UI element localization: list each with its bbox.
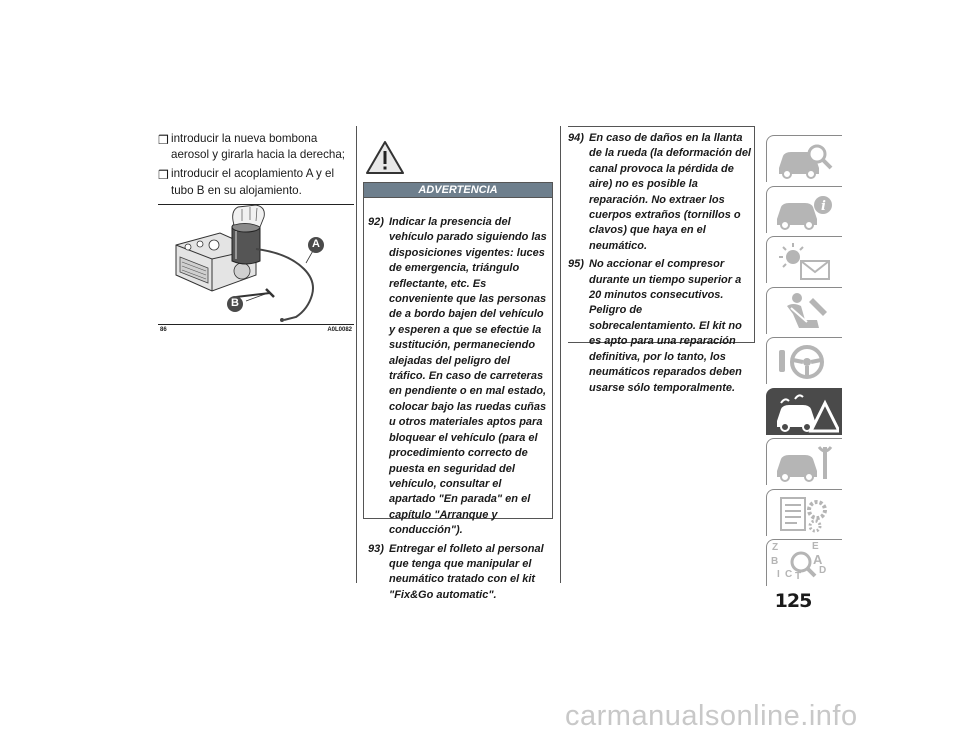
car-wrench-icon: [773, 443, 835, 483]
warning-item-text: Indicar la presencia del vehículo parado siguiendo las disposiciones vigentes: luces de emergencia, triángulo reflectante, etc. Es conveniente que las personas de a bordo bajen del vehículo y esperen a que se efectúe la sustitución, permaneciendo alejadas del peligro del tráfico. En caso de carreteras en pendiente o en mal estado, colocar bajo las ruedas cuñas u otros materiales aptos para bloquear el vehículo (para el procedimiento correcto de puesta en seguridad del vehículo, consultar el apartado "En parada" en el capítulo "Arranque y conducción").: [389, 216, 547, 537]
page-number: 125: [774, 590, 812, 612]
seat-airbag-icon: [773, 292, 835, 332]
index-letter: I: [777, 569, 780, 580]
checkbox-bullet-icon: ❒: [158, 168, 169, 183]
tab-technical-data[interactable]: [766, 489, 842, 536]
watermark: carmanualsonline.info: [565, 700, 858, 732]
tab-warning-lights[interactable]: [766, 236, 842, 283]
warning-item-text: Entregar el folleto al personal que tenga que manipular el neumático tratado con el kit "Fix&Go automatic".: [389, 542, 544, 601]
figure-code: A0L0082: [327, 327, 352, 333]
warning-triangle-icon: [365, 140, 405, 176]
compressor-illustration: [158, 205, 354, 323]
note-item: [568, 257, 752, 396]
note-item-number: 94): [568, 132, 584, 144]
note-item-number: 95): [568, 258, 584, 271]
tab-in-an-emergency[interactable]: [766, 388, 842, 435]
index-letter: Z: [772, 542, 779, 553]
car-magnifier-icon: [773, 140, 835, 180]
car-breakdown-warning-icon: [773, 393, 839, 435]
alphabetical-index-icon: [773, 544, 835, 584]
document-gear-icon: [773, 494, 835, 534]
warning-item-number: 92): [368, 216, 384, 228]
warning-item-number: 93): [368, 542, 384, 555]
callout-a-label: A: [312, 238, 320, 250]
index-letter: C: [785, 569, 793, 580]
warning-light-message-icon: [773, 241, 835, 281]
car-info-icon: [773, 191, 835, 231]
chapter-tabs: [766, 135, 841, 590]
tab-starting-driving[interactable]: [766, 337, 842, 384]
warning-box: [363, 182, 553, 601]
svg-text:i: i: [821, 198, 826, 214]
instruction-list: [158, 131, 353, 202]
tab-safety[interactable]: [766, 287, 842, 334]
notes-list: [568, 127, 754, 396]
tab-servicing[interactable]: [766, 438, 842, 485]
compressor-figure: [158, 204, 354, 333]
steering-wheel-icon: [773, 342, 835, 382]
tab-knowing-the-car[interactable]: [766, 135, 842, 182]
warning-title: ADVERTENCIA: [364, 183, 552, 198]
index-letter: B: [771, 556, 779, 567]
instruction-item: [158, 166, 353, 198]
index-letter: D: [819, 565, 827, 576]
note-item-text: En caso de daños en la llanta de la rueda (la deformación del canal provoca la pérdida de aire) no es posible la reparación. No extraer los cuerpos extraños (tornillos o clavos) que haya en el neumático.: [589, 132, 751, 252]
column-divider-left: [356, 126, 357, 583]
instruction-text: introducir el acoplamiento A y el tubo B en su alojamiento.: [171, 167, 335, 197]
note-item: [568, 131, 752, 254]
figure-number: 86: [160, 327, 167, 333]
tab-index[interactable]: [766, 539, 842, 586]
index-letter: E: [812, 541, 819, 552]
checkbox-bullet-icon: ❒: [158, 133, 169, 147]
warning-item: [368, 542, 549, 604]
instruction-text: introducir la nueva bombona aerosol y girarla hacia la derecha;: [171, 132, 346, 162]
index-letter: A: [813, 552, 823, 567]
warning-list: [364, 198, 552, 603]
callout-b-label: B: [231, 297, 239, 309]
index-letter: T: [795, 571, 802, 582]
tab-car-info[interactable]: [766, 186, 842, 233]
warning-item: [368, 215, 549, 539]
note-item-text: No accionar el compresor durante un tiempo superior a 20 minutos consecutivos. Peligro de sobrecalentamiento. El kit no es apto para una reparación definitiva, por lo tanto, los neumáticos reparados deben usarse sólo temporalmente.: [589, 258, 742, 394]
notes-box: [568, 126, 755, 394]
column-divider-right: [560, 126, 561, 583]
figure-bottom-rule: [158, 324, 354, 325]
instruction-item: [158, 131, 353, 163]
